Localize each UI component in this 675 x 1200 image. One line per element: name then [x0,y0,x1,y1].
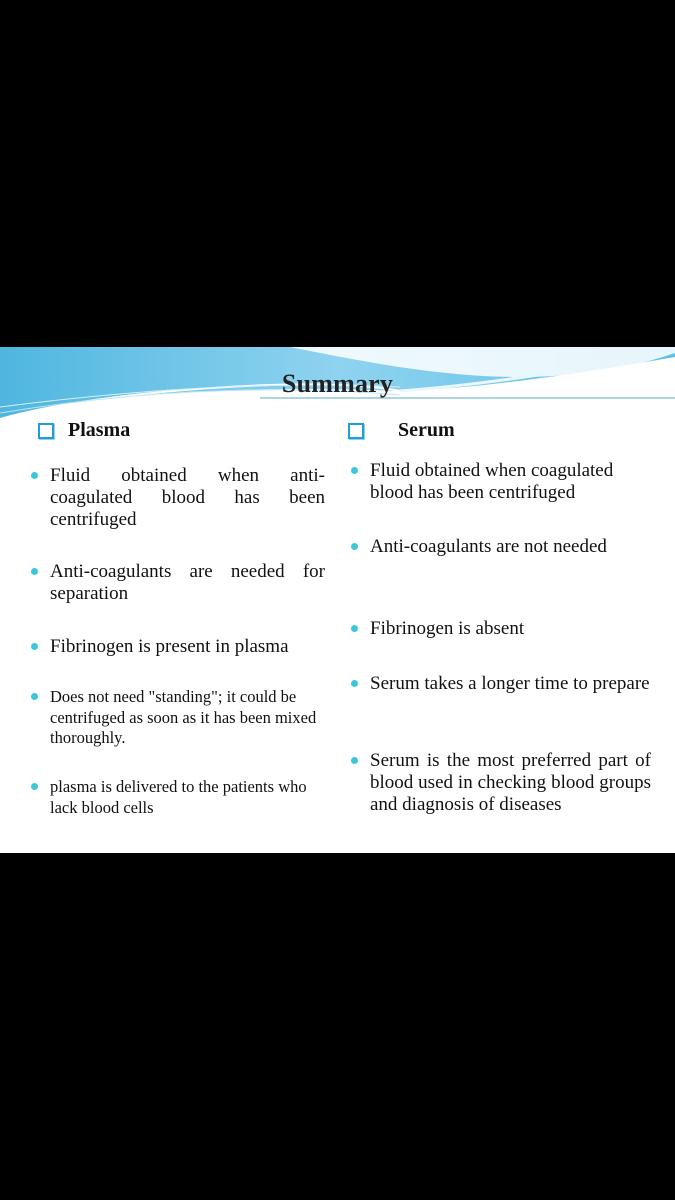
plasma-item-1: Fluid obtained when anti-coagulated blood has been centrifuged [36,465,325,531]
checkbox-bullet-icon [38,423,54,439]
plasma-item-5: plasma is delivered to the patients who lack blood cells [36,777,325,818]
plasma-item-2: Anti-coagulants are needed for separation [36,561,325,605]
plasma-heading [38,419,130,442]
slide-title: Summary [281,369,394,398]
serum-heading [348,419,455,442]
serum-item-3: Fibrinogen is absent [356,618,651,640]
slide [0,347,675,853]
plasma-item-4: Does not need "standing"; it could be centrifuged as soon as it has been mixed thoroughly. [36,687,325,749]
serum-item-2: Anti-coagulants are not needed [356,536,651,558]
checkbox-bullet-icon [348,423,364,439]
serum-heading-label: Serum [398,419,455,441]
plasma-heading-label: Plasma [68,419,131,441]
serum-item-4: Serum takes a longer time to prepare [356,673,651,695]
plasma-item-3: Fibrinogen is present in plasma [36,636,325,658]
serum-item-5: Serum is the most preferred part of blood used in checking blood groups and diagnosis of diseases [356,750,651,816]
serum-item-1: Fluid obtained when coagulated blood has been centrifuged [356,460,651,504]
